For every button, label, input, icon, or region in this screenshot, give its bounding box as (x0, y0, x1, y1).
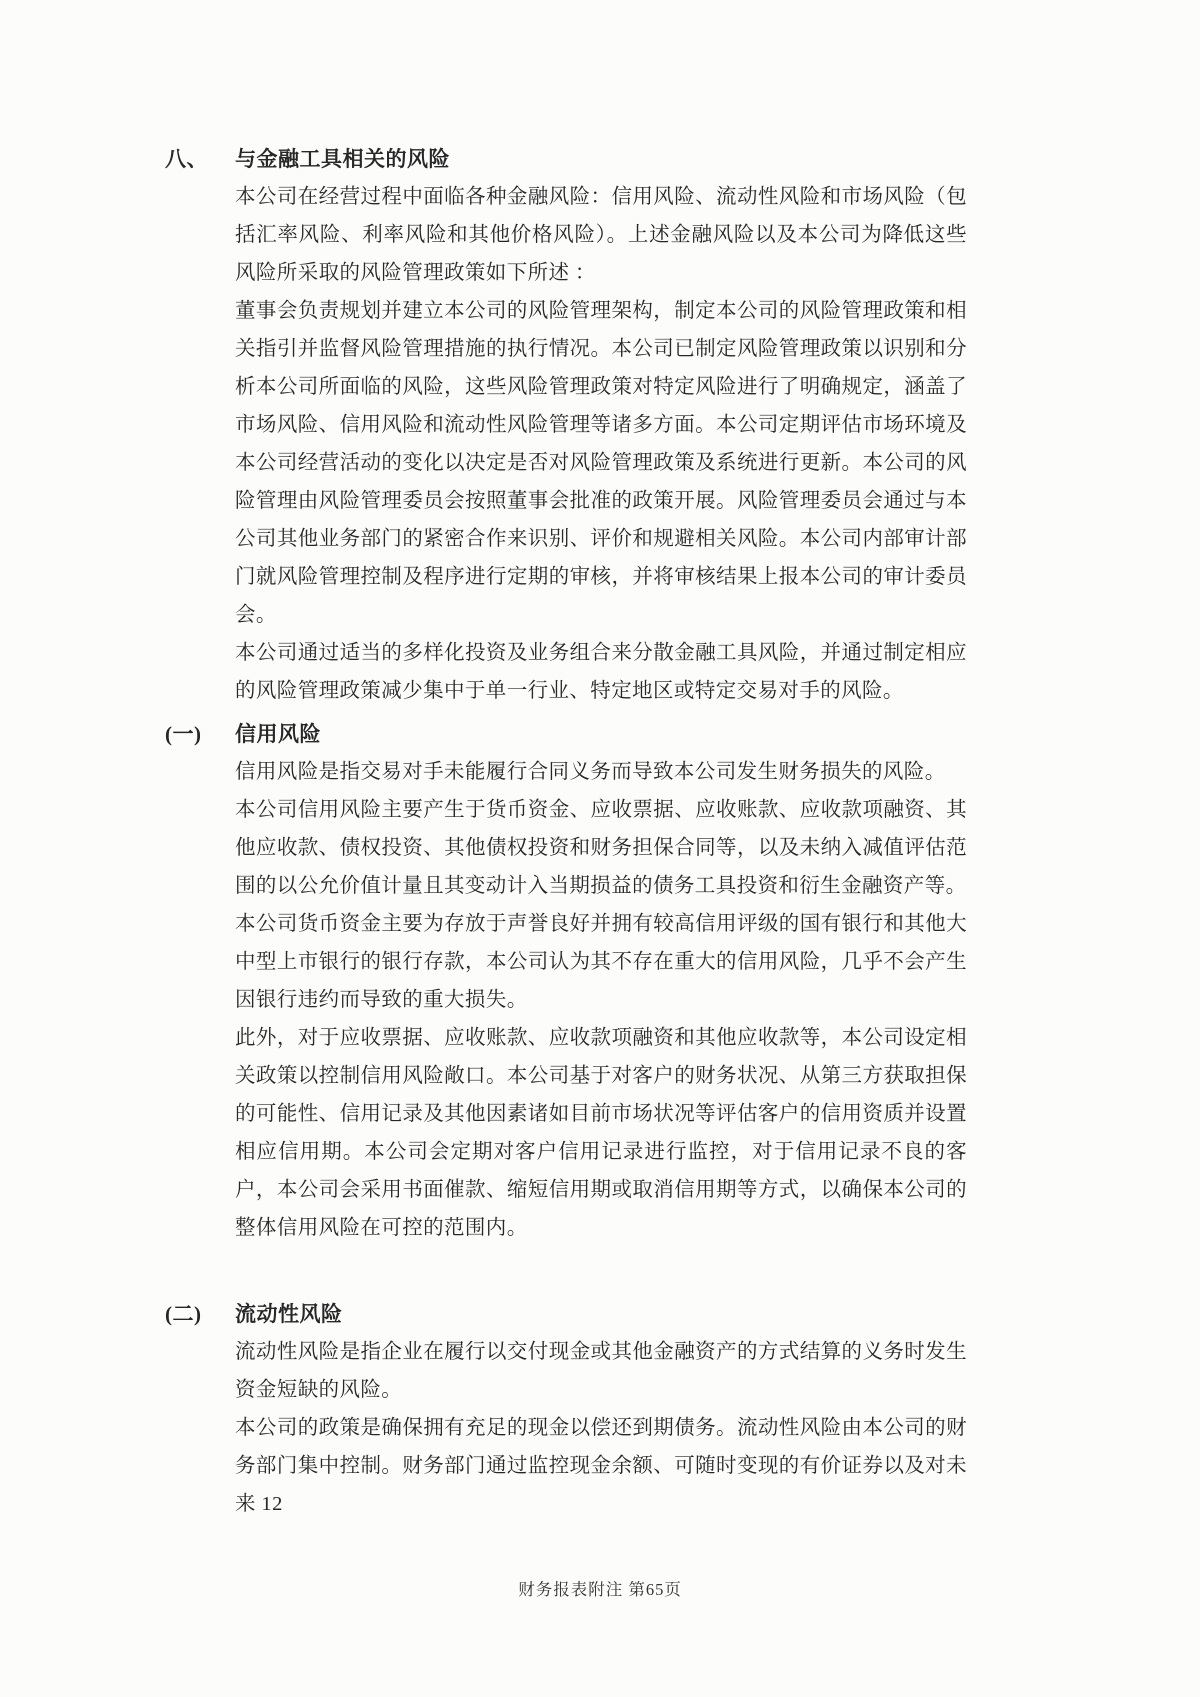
paragraph: 本公司货币资金主要为存放于声誉良好并拥有较高信用评级的国有银行和其他大中型上市银行的银行存款，本公司认为其不存在重大的信用风险，几乎不会产生因银行违约而导致的重大损失。 (235, 913, 967, 1011)
section-title: 流动性风险 (235, 1302, 343, 1326)
section-number: (二) (165, 1302, 202, 1326)
section-financial-instrument-risks (165, 140, 967, 710)
paragraph: 本公司通过适当的多样化投资及业务组合来分散金融工具风险，并通过制定相应的风险管理政策减少集中于单一行业、特定地区或特定交易对手的风险。 (235, 642, 967, 702)
section-body (235, 753, 967, 1247)
page-footer: 财务报表附注 第65页 (518, 1580, 682, 1599)
paragraph: 董事会负责规划并建立本公司的风险管理架构，制定本公司的风险管理政策和相关指引并监督风险管理措施的执行情况。本公司已制定风险管理政策以识别和分析本公司所面临的风险，这些风险管理政策对特定风险进行了明确规定，涵盖了市场风险、信用风险和流动性风险管理等诸多方面。本公司定期评估市场环境及本公司经营活动的变化以决定是否对风险管理政策及系统进行更新。本公司的风险管理由风险管理委员会按照董事会批准的政策开展。风险管理委员会通过与本公司其他业务部门的紧密合作来识别、评价和规避相关风险。本公司内部审计部门就风险管理控制及程序进行定期的审核，并将审核结果上报本公司的审计委员会。 (235, 300, 967, 626)
paragraph: 本公司在经营过程中面临各种金融风险：信用风险、流动性风险和市场风险（包括汇率风险、利率风险和其他价格风险）。上述金融风险以及本公司为降低这些风险所采取的风险管理政策如下所述 ： (235, 186, 967, 284)
paragraph: 信用风险是指交易对手未能履行合同义务而导致本公司发生财务损失的风险。 (235, 761, 946, 783)
section-title: 信用风险 (235, 722, 321, 746)
paragraph: 本公司信用风险主要产生于货币资金、应收票据、应收账款、应收款项融资、其他应收款、债权投资、其他债权投资和财务担保合同等，以及未纳入减值评估范围的以公允价值计量且其变动计入当期损益的债务工具投资和衍生金融资产等。 (235, 799, 967, 897)
section-credit-risk (165, 715, 967, 1247)
section-number: 八、 (165, 147, 208, 171)
section-heading (165, 1295, 967, 1333)
section-number: (一) (165, 722, 202, 746)
section-heading (165, 140, 967, 178)
paragraph: 本公司的政策是确保拥有充足的现金以偿还到期债务。流动性风险由本公司的财务部门集中控制。财务部门通过监控现金余额、可随时变现的有价证券以及对未来 12 (235, 1417, 967, 1515)
page-content (165, 140, 967, 1523)
section-body (235, 178, 967, 710)
section-heading (165, 715, 967, 753)
section-title: 与金融工具相关的风险 (235, 147, 450, 171)
section-liquidity-risk (165, 1295, 967, 1523)
section-body (235, 1333, 967, 1523)
paragraph: 流动性风险是指企业在履行以交付现金或其他金融资产的方式结算的义务时发生资金短缺的风险。 (235, 1341, 967, 1401)
paragraph: 此外，对于应收票据、应收账款、应收款项融资和其他应收款等，本公司设定相关政策以控制信用风险敞口。本公司基于对客户的财务状况、从第三方获取担保的可能性、信用记录及其他因素诸如目前市场状况等评估客户的信用资质并设置相应信用期。本公司会定期对客户信用记录进行监控，对于信用记录不良的客户，本公司会采用书面催款、缩短信用期或取消信用期等方式，以确保本公司的整体信用风险在可控的范围内。 (235, 1027, 967, 1239)
